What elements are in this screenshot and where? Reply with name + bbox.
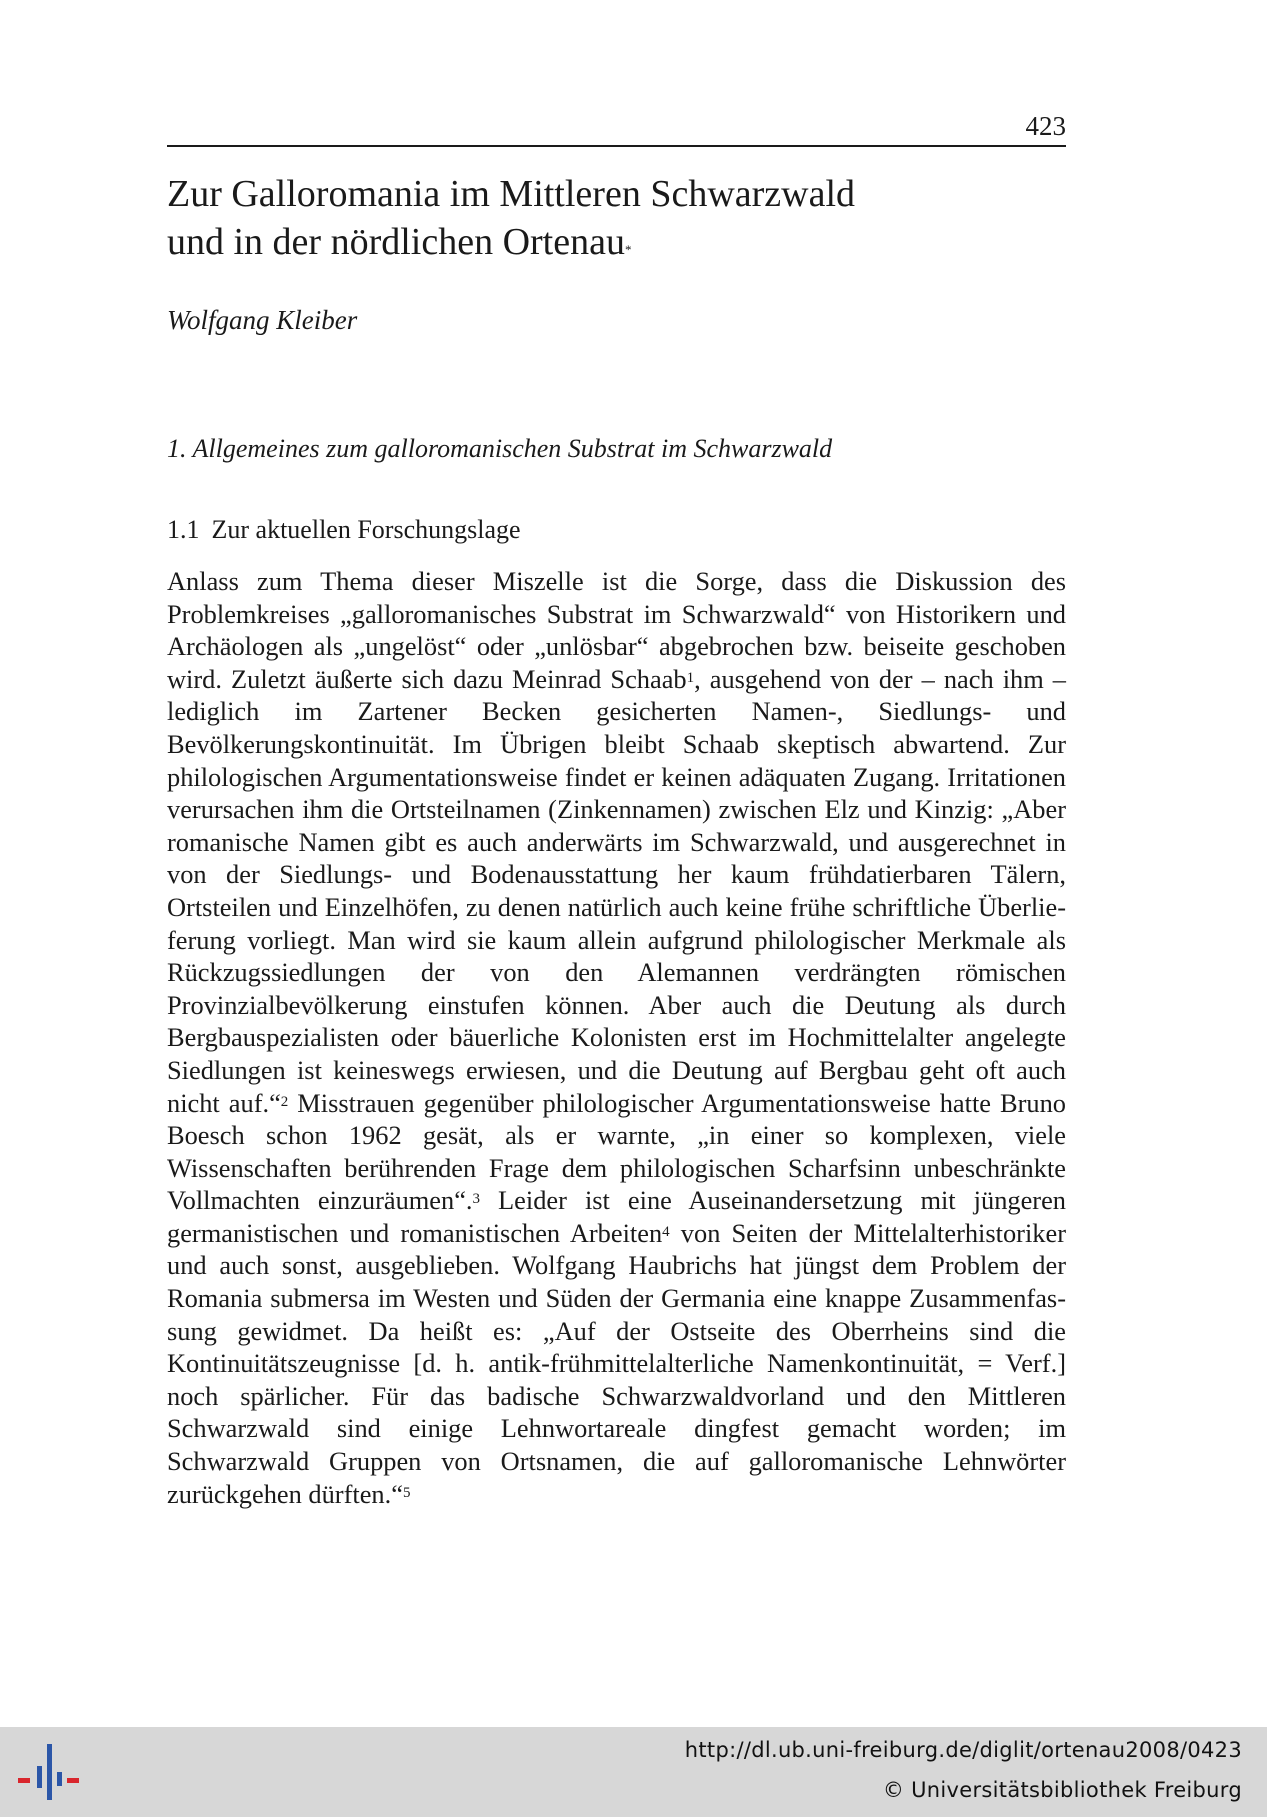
subsection-title: Zur aktuellen Forschungslage bbox=[211, 515, 521, 544]
body-span: Anlass zum Thema dieser Miszelle ist die Sorge, dass die Diskussion des Problemkreises „galloromanisches Substrat im Schwarzwald“ von Historikern und Archäologen als „ungelöst“ oder „unlösbar“ abgebrochen bzw. beiseite geschoben wird. Zuletzt äußerte sich dazu Meinrad Schaab bbox=[167, 566, 1066, 694]
footnote-ref-5[interactable]: 5 bbox=[402, 1484, 411, 1501]
title-line-1: Zur Galloromania im Mittleren Schwarzwald bbox=[167, 173, 856, 215]
header-rule bbox=[167, 145, 1066, 147]
body-text bbox=[167, 565, 1066, 1510]
ub-freiburg-logo-icon bbox=[16, 1740, 80, 1804]
author-name: Wolfgang Kleiber bbox=[167, 305, 358, 335]
page-number: 423 bbox=[1025, 111, 1066, 141]
footnote-ref-3[interactable]: 3 bbox=[472, 1191, 481, 1208]
subsection-heading bbox=[167, 515, 521, 545]
section-heading: 1. Allgemeines zum galloromanischen Substrat im Schwarzwald bbox=[167, 434, 833, 463]
body-span: von Seiten der Mittelalterhistoriker und auch sonst, ausgeblieben. Wolfgang Haubrichs hat jüngst dem Problem der Romania submersa im Westen und Süden der Germania eine knappe Zusammenfassung gewidmet. Da heißt es: „Auf der Ostseite des Oberrheins sind die Kontinuitätszeugnisse [d. h. antik-frühmittelalterliche Namenkontinuität, = Verf.] noch spärlicher. Für das badische Schwarzwaldvorland und den Mittleren Schwarzwald sind einige Lehnwortareale dingfest gemacht worden; im Schwarzwald Gruppen von Ortsnamen, die auf galloromanische Lehnwörter zurückgehen dürften.“ bbox=[167, 1217, 1067, 1509]
footer-url-link[interactable]: http://dl.ub.uni-freiburg.de/diglit/ortenau2008/0423 bbox=[684, 1738, 1242, 1762]
body-span: , ausgehend von der – nach ihm – lediglich im Zartener Becken gesicherten Namen-, Siedlungs- und Bevölkerungskontinuität. Im Übrigen bleibt Schaab skeptisch abwartend. Zur philologischen Argumentationsweise findet er keinen adäquaten Zugang. Irritationen verursachen ihm die Ortsteilnamen (Zinkennamen) zwischen Elz und Kinzig: „Aber romanische Namen gibt es auch anderwärts im Schwarzwald, und ausgerechnet in von der Siedlungs- und Bodenausstattung her kaum frühdatierbaren Tälern, Ortsteilen und Einzelhöfen, zu denen natürlich auch keine frühe schriftliche Überlieferung vorliegt. Man wird sie kaum allein aufgrund philologischer Merkmale als Rückzugssiedlungen der von den Alemannen verdrängten römischen Provinzialbevölkerung einstufen können. Aber auch die Deutung als durch Bergbauspezialisten oder bäuerliche Kolonisten erst im Hochmittelalter angelegte Siedlungen ist keineswegs erwiesen, und die Deutung auf Bergbau geht oft auch nicht auf.“ bbox=[167, 663, 1066, 1118]
footnote-ref-4[interactable]: 4 bbox=[662, 1223, 670, 1240]
footnote-ref-1[interactable]: 1 bbox=[686, 669, 695, 686]
subsection-number: 1.1 bbox=[167, 515, 200, 544]
footer-copyright: © Universitätsbibliothek Freiburg bbox=[882, 1778, 1242, 1802]
body-span: Misstrauen gegenüber philologischer Argumentationsweise hatte Bruno Boesch schon 1962 gesät, als er warnte, „in einer so komplexen, viele Wissenschaften berührenden Frage dem philologischen Scharfsinn unbeschränkte Vollmachten einzuräumen“. bbox=[167, 1087, 1067, 1216]
body-paragraph bbox=[167, 565, 1066, 1510]
title-line-2-text: und in der nördlichen Ortenau bbox=[167, 221, 625, 263]
footnote-ref-2[interactable]: 2 bbox=[280, 1093, 289, 1110]
title-line-2 bbox=[167, 218, 855, 266]
title-footnote-mark[interactable]: * bbox=[624, 242, 632, 257]
article-title bbox=[167, 170, 855, 266]
body-span: Leider ist eine Auseinandersetzung mit jüngeren germanistischen und romanistischen Arbeiten bbox=[167, 1185, 1066, 1248]
